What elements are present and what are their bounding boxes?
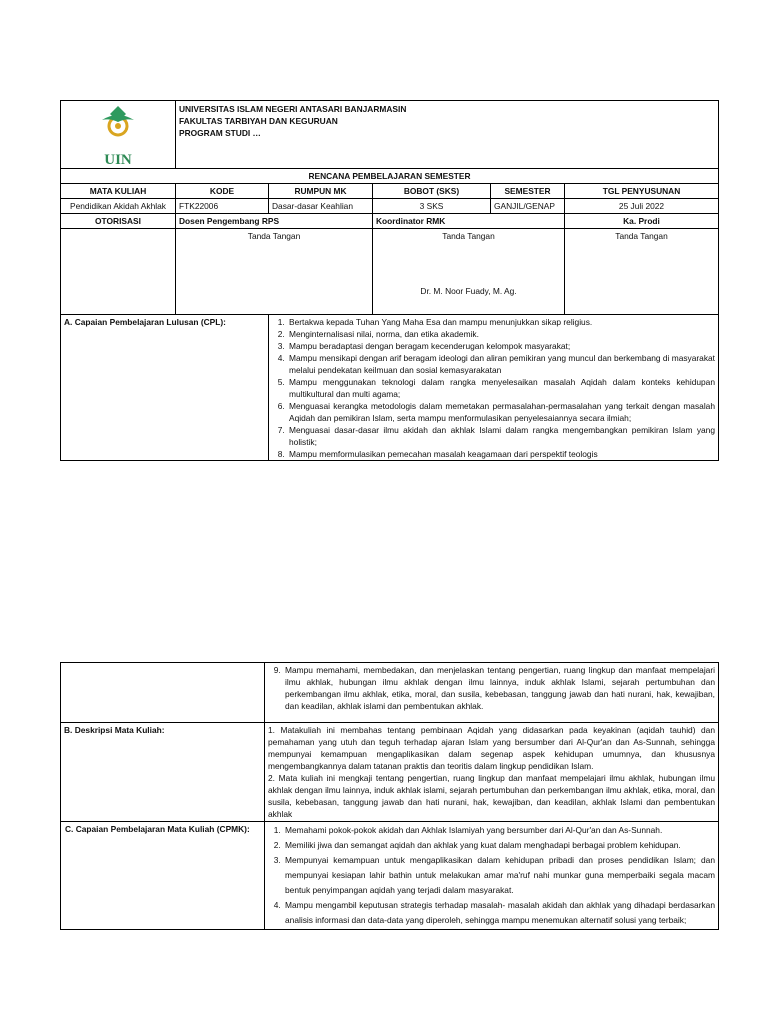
col-header-mata-kuliah: MATA KULIAH [61,184,176,199]
ttd-dosen: Tanda Tangan [247,231,301,241]
list-item: 2. Menginternalisasi nilai, norma, dan etika akademik. [287,328,715,340]
list-item: 9. Mampu memahami, membedakan, dan menjelaskan tentang pengertian, ruang lingkup dan manfaat mempelajari ilmu akhlak, hubungan ilmu akhlak dengan ilmu lainnya, induk akhlak Islami, sejarah pertumbuhan dan perkembangan ilmu akhlak, etika, moral, dan susila, kebebasan, tanggung jawab dan hati nurani, hak, kewajiban, dan keadilan, akhlak islami dan pembentukan akhlak. [283,664,715,712]
value-bobot: 3 SKS [373,199,491,214]
university-name: UNIVERSITAS ISLAM NEGERI ANTASARI BANJARMASIN [179,104,407,114]
list-item: 4. Mampu mengambil keputusan strategis terhadap masalah- masalah akidah dan akhlak yang dihadapi berdasarkan analisis informasi dan data-data yang diperoleh, sehingga mampu menemukan alternatif solusi yang terbaik; [283,898,715,928]
document-title: RENCANA PEMBELAJARAN SEMESTER [61,169,719,184]
list-item: 4. Mampu mensikapi dengan arif beragam ideologi dan aliran pemikiran yang muncul dan berkembang di masyarakat melalui pendekatan keilmuan dan sosial kemasyarakatan [287,352,715,376]
value-tgl: 25 Juli 2022 [565,199,719,214]
logo-text: UIN [104,152,132,168]
ttd-kaprodi: Tanda Tangan [615,231,668,241]
cpmk-label: C. Capaian Pembelajaran Mata Kuliah (CPMK): [61,822,265,930]
koordinator-name: Dr. M. Noor Fuady, M. Ag. [420,286,517,296]
rps-table-page1 [60,100,719,461]
cpl-continued-label [61,663,265,723]
sig-dosen [176,229,373,315]
value-kode: FTK22006 [176,199,269,214]
faculty-name: FAKULTAS TARBIYAH DAN KEGURUAN [179,116,338,126]
deskripsi-paragraph-1: 1. Matakuliah ini membahas tentang pembinaan Aqidah yang didasarkan pada keyakinan (aqidah tauhid) dan pemahaman yang utuh dan teguh terhadap ajaran Islam yang bersumber dari Al-Qur'an dan As-Sunnah, sehingga mempunyai kemampuan mengaplikasikan dalam segenap aspek kehidupan umumnya, dan khususnya mengembangkannya dalam tatanan praktis dan teoritis dalam lingkup pendidikan Islam. [268,725,715,771]
col-header-kode: KODE [176,184,269,199]
list-item: 3. Mempunyai kemampuan untuk mengaplikasikan dalam kehidupan pribadi dan proses pendidikan Islam; dan mempunyai kesiapan lahir bathin untuk melakukan amar ma'ruf nahi munkar guna memperbaiki segala macam bentuk penyimpangan aqidah yang terjadi dalam masyarakat. [283,853,715,898]
cpl-list [272,316,715,460]
sig-empty-cell [61,229,176,315]
value-semester: GANJIL/GENAP [491,199,565,214]
list-item: 5. Mampu menggunakan teknologi dalam rangka menyelesaikan masalah Aqidah dalam konteks kehidupan multikultural dan multi agama; [287,376,715,400]
logo-cell [61,101,176,169]
list-item: 6. Menguasai kerangka metodologis dalam memetakan permasalahan-permasalahan yang terkait dengan masalah Aqidah dan pemikiran Islam, serta mampu menformulasikan penyelesaiannya secara ilmiah; [287,400,715,424]
col-header-bobot: BOBOT (SKS) [373,184,491,199]
sig-kaprodi [565,229,719,315]
koordinator-label: Koordinator RMK [373,214,565,229]
otorisasi-label: OTORISASI [61,214,176,229]
cpmk-list [268,823,715,928]
dosen-label: Dosen Pengembang RPS [176,214,373,229]
list-item: 2. Memiliki jiwa dan semangat aqidah dan akhlak yang kuat dalam menghadapi berbagai problem kehidupan. [283,838,715,853]
institution-header [176,101,719,169]
cpl-label: A. Capaian Pembelajaran Lulusan (CPL): [61,315,269,461]
kaprodi-label: Ka. Prodi [565,214,719,229]
cpmk-content [265,822,719,930]
list-item: 3. Mampu beradaptasi dengan beragam kecenderugan kelompok masyarakat; [287,340,715,352]
uin-logo-icon [88,102,148,158]
list-item: 7. Menguasai dasar-dasar ilmu akidah dan akhlak Islami dalam rangka mengembangkan pemikiran Islam yang holistik; [287,424,715,448]
program-name: PROGRAM STUDI … [179,128,261,138]
sig-koordinator [373,229,565,315]
ttd-koordinator: Tanda Tangan [442,231,495,241]
value-mata-kuliah: Pendidikan Akidah Akhlak [61,199,176,214]
cpl-continued-content [265,663,719,723]
deskripsi-content [265,723,719,822]
deskripsi-paragraph-2: 2. Mata kuliah ini mengkaji tentang pengertian, ruang lingkup dan manfaat mempelajari ilmu akhlak, hubungan ilmu akhlak dengan ilmu lainnya, induk akhlak islami, sejarah pertumbuhan dan perkembangan ilmu akhlak, etika, moral, dan susila, kebebasan, tanggung jawab dan hati nurani, hak, kewajiban, dan keadilan, akhlak Islami dan pembentukan akhlak [268,773,715,819]
deskripsi-label: B. Deskripsi Mata Kuliah: [61,723,265,822]
cpl-content [269,315,719,461]
list-item: 1. Memahami pokok-pokok akidah dan Akhlak Islamiyah yang bersumber dari Al-Qur'an dan As-Sunnah. [283,823,715,838]
value-rumpun-mk: Dasar-dasar Keahlian [269,199,373,214]
cpl-list-continued [268,664,715,712]
list-item: 1. Bertakwa kepada Tuhan Yang Maha Esa dan mampu menunjukkan sikap religius. [287,316,715,328]
rps-table-page2 [60,662,719,930]
col-header-rumpun-mk: RUMPUN MK [269,184,373,199]
col-header-semester: SEMESTER [491,184,565,199]
list-item: 8. Mampu memformulasikan pemecahan masalah keagamaan dari perspektif teologis [287,448,715,460]
col-header-tgl: TGL PENYUSUNAN [565,184,719,199]
